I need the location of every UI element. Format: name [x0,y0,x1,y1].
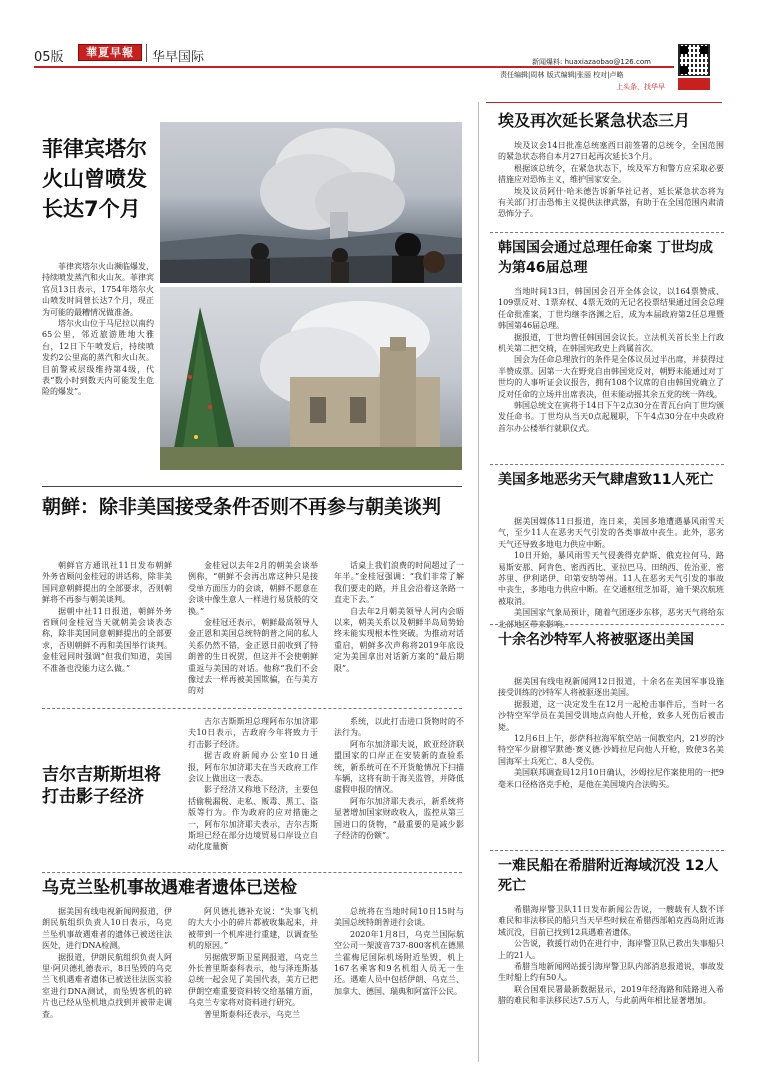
kyrgyz-paragraph: 阿布尔加济耶夫说，欧亚经济联盟国家的口岸正在安装新的查验系统，新系统可在不开货舱情况下扫描车辆，这将有助于海关监管，并降低虚假申报的情况。 [334,739,464,795]
greece-paragraph: 希腊海岸警卫队11日发布新闻公告说，一艘载有人数不详难民和非法移民的船只当天早些时候在希腊西部帕克西岛附近海域沉没，目前已找到12具遇难者遗体。 [498,905,724,937]
section-name: 华早国际 [152,50,205,65]
slogan: 上头条，找华早 [616,83,665,91]
usweather-body [498,516,724,630]
korea-paragraph: 据朝中社11日报道，朝鲜外务省顾问金桂冠当天就朝美会谈表态称，除非美国同意朝鲜提出的全部要求，否则朝鲜不再和美国举行谈判。金桂冠同时强调“但我们知道，美国不准备也没能力这么做。” [42,606,172,673]
kyrgyz-paragraph: 吉尔吉斯斯坦总理阿布尔加济耶夫10日表示，吉政府今年将致力于打击影子经济。 [188,717,318,749]
skorea-paragraph: 韩国总统文在寅将于14日下午2点30分在青瓦台向丁世均颁发任命书。丁世均从当天0点起履职，下午4点30分在中央政府首尔办公楼举行就职仪式。 [498,401,724,433]
ukraine-paragraph: 阿贝德扎德补充说：“失事飞机的大大小小的碎片都被收集起来，并被带到一个机库进行重建，以调查坠机的原因。” [188,907,318,951]
ukraine-col-3 [334,906,464,997]
korea-paragraph: 金桂冠还表示，朝鲜最高领导人金正恩和美国总统特朗普之间的私人关系仍然不错，金正恩日前收到了特朗普的生日祝贺，但这并不会使朝鲜重返与美国的对话。他称“我们不会像过去一样再被美国欺骗，在与美方的对 [188,618,318,696]
column-divider [478,102,479,1062]
ukraine-paragraph: 总统将在当地时间10日15时与美国总统特朗普进行会谈。 [334,907,464,928]
page-number: 05版 [34,50,64,65]
egypt-paragraph: 埃及议会14日批准总统塞西日前签署的总统令，全国范围的紧急状态将自本月27日起再次延长3个月。 [498,141,724,162]
section-divider [490,232,724,233]
korea-paragraph: 话桌上我们浪费的时间超过了一年半。”金桂冠强调：“我们非常了解我们要走的路，并且会沿着这条路一直走下去。” [334,561,464,605]
kyrgyz-paragraph: 据吉政府新闻办公室10日通报，阿布尔加济耶夫在当天政府工作会议上做出这一表态。 [188,751,318,784]
egypt-headline: 埃及再次延长紧急状态三月 [498,111,691,130]
section-divider [490,464,724,465]
saudi-paragraph: 12月6日上午，彭萨科拉海军航空站一间教室内，21岁的沙特空军少尉穆罕默德·赛义德·沙姆拉尼向他人开枪，致使3名美国海军士兵死亡、8人受伤。 [498,734,724,766]
usweather-paragraph: 10日开始，暴风雨雪天气侵袭得克萨斯、俄克拉何马、路易斯安那、阿肯色、密西西比、亚拉巴马、田纳西、佐治亚、密苏里、伊利诺伊、印第安纳等州。11人在恶劣天气引发的事故中丧生，多地电力供应中断。在交通枢纽芝加哥，逾千架次航班被取消。 [498,551,724,606]
section-divider [42,872,462,873]
church-illustration [160,287,462,470]
greece-paragraph: 希腊当地新闻网站援引海岸警卫队内部消息报道说，事故发生时船上约有50人。 [498,962,724,983]
greece-paragraph: 公告说，救援行动仍在进行中，海岸警卫队已救出失事船只上的21人。 [498,939,724,960]
korea-headline: 朝鲜：除非美国接受条件否则不再参与朝美谈判 [42,496,442,518]
saudi-paragraph: 据美国有线电视新闻网12日报道，十余名在美国军事设施接受训练的沙特军人将被驱逐出美国。 [498,677,724,698]
ukraine-paragraph: 普里斯泰科还表示，乌克兰 [204,1009,300,1019]
eruption-illustration [160,122,462,283]
volcano-body [42,261,154,398]
section-divider [490,624,724,625]
section-divider [490,850,724,851]
kyrgyz-paragraph: 系统，以此打击进口货物时的不法行为。 [334,717,464,738]
ukraine-paragraph: 另据俄罗斯卫星网报道，乌克兰外长普里斯泰科表示，他与泽连斯基总统一起会见了美国代表，美方已把伊朗空难重要资料转交给基辅方面，乌克兰专家将对资料进行研究。 [188,952,318,1008]
skorea-paragraph: 国会为任命总理放行的条件是全体议员过半出席，并获得过半赞成票。因第一大在野党自由韩国党反对，朝野未能通过对丁世均的人事听证会议报告，拥有108个议席的自由韩国党确立了反对任命的立场并出席表决，但未能动摇其余五党的统一阵线。 [498,355,724,399]
qr-caption [678,78,710,90]
kyrgyz-paragraph: 阿布尔加济耶夫表示，新系统将显著增加国家财政收入，监控从第三国进口的货物，“最重要的是减少影子经济的份额”。 [334,796,464,841]
ukraine-paragraph: 据美国有线电视新闻网报道，伊朗民航组织负责人10日表示，乌克兰坠机事故遇难者的遗体已被送往法医处，进行DNA检测。 [42,907,172,951]
saudi-body [498,676,724,790]
skorea-headline: 韩国国会通过总理任命案 丁世均成为第46届总理 [498,240,713,276]
kyrgyz-headline: 吉尔吉斯斯坦将打击影子经济 [42,765,161,807]
kyrgyz-col-2 [334,716,464,841]
usweather-headline: 美国多地恶劣天气肆虐致11人死亡 [498,472,714,488]
skorea-paragraph: 据报道，丁世均曾任韩国国会议长。立法机关首长坐上行政机关第二把交椅，在韩国宪政史上尚属首次。 [498,332,724,354]
saudi-headline: 十余名沙特军人将被驱逐出美国 [498,632,694,648]
greece-body [498,904,724,1007]
newspaper-logo: 華夏早報 [78,44,142,61]
egypt-paragraph: 根据该总统令，在紧急状态下，埃及军方和警方应采取必要措施应对恐怖主义，维护国家安全。 [498,163,724,185]
church-eruption-photo [160,287,462,470]
ukraine-col-2 [188,906,318,1020]
usweather-paragraph: 据美国媒体11日报道，连日来，美国多地遭遇暴风雨雪天气，至少11人在恶劣天气引发的各类事故中丧生。此外，恶劣天气还导致多地电力供应中断。 [498,517,724,549]
section-divider [42,486,462,487]
volcano-paragraph: 塔尔火山位于马尼拉以南约65公里，邻近旅游胜地大雅台，12日下午喷发后，持续喷发约2公里高的蒸汽和火山灰。目前警戒层级维持第4级，代表“数小时到数天内可能发生危险的爆发”。 [42,319,154,397]
saudi-paragraph: 据报道，这一决定发生在12月一起枪击事件后，当时一名沙特空军学员在美国受训地点向他人开枪，致多人死伤后被击毙。 [498,699,724,732]
qr-code-pattern [680,46,708,74]
right-column-rule [486,102,722,103]
volcano-eruption-photo [160,122,462,283]
saudi-paragraph: 美国联邦调查局12月10日确认，沙姆拉尼作案使用的一把9毫米口径格洛克手枪，是他在美国境内合法购买。 [498,768,724,789]
korea-paragraph: 金桂冠以去年2月的朝美会谈举例称，“朝鲜不会再出席这种只是接受单方面压力的会谈，朝鲜不愿意在会谈中像生意人一样进行易货般的交换。” [188,561,318,616]
editors-line: 责任编辑|周林 版式编辑|张丽 校对|卢略 [500,71,624,79]
korea-col-1 [42,560,172,674]
korea-paragraph: 自去年2月朝美领导人河内会晤以来，朝美关系以及朝鲜半岛局势始终未能实现根本性突破。为推动对话重启，朝鲜多次声称将2019年底设定为美国拿出对话新方案的“最后期限”。 [334,606,464,673]
greece-headline: 一难民船在希腊附近海域沉没 12人死亡 [498,858,719,894]
volcano-paragraph: 菲律宾塔尔火山濒临爆发，持续喷发蒸汽和火山灰。菲律宾官员13日表示，1754年塔尔火山喷发时间曾长达7个月，现正为可能的最糟情况做准备。 [42,262,154,317]
kyrgyz-paragraph: 影子经济又称地下经济，主要包括偷税漏税、走私、贩毒、黑工、盗版等行为。作为政府的应对措施之一，阿布尔加济耶夫表示，吉尔吉斯斯坦已经在部分边境贸易口岸设立自动化度量衡 [188,785,318,852]
volcano-headline: 菲律宾塔尔火山曾喷发长达7个月 [42,137,147,221]
korea-paragraph: 朝鲜官方通讯社11日发布朝鲜外务省顾问金桂冠的讲话称，除非美国同意朝鲜提出的全部要求，否则朝鲜将不再参与朝美谈判。 [42,561,172,605]
egypt-body [498,140,724,220]
ukraine-headline: 乌克兰坠机事故遇难者遗体已送检 [42,878,297,898]
ukraine-paragraph: 2020年1月8日，乌克兰国际航空公司一架波音737-800客机在德黑兰霍梅尼国际机场附近坠毁，机上167名乘客和9名机组人员无一生还。遇难人员中包括伊朗、乌克兰、加拿大、德国、瑞典和阿富汗公民。 [334,929,464,996]
header-divider [146,44,147,62]
ukraine-col-1 [42,906,172,1020]
contact-line: 新闻爆料: huaxiazaobao@126.com [532,58,651,66]
skorea-paragraph: 当地时间13日，韩国国会召开全体会议，以164票赞成、109票反对、1票弃权、4票无效的无记名投票结果通过国会总理任命批准案，丁世均继李洛渊之后，成为本届政府第2任总理暨韩国第46届总理。 [498,287,724,331]
korea-col-3 [334,560,464,674]
header-rule [34,66,674,68]
ukraine-paragraph: 据报道，伊朗民航组织负责人阿里·阿贝德扎德表示，8日坠毁的乌克兰飞机遇难者遗体已被送往法医实验室进行DNA测试，而坠毁客机的碎片也已经从坠机地点找到并被带走调查。 [42,952,172,1019]
egypt-paragraph: 埃及议员阿什·哈米德告诉新华社记者，延长紧急状态将为有关部门打击恐怖主义提供法律武器，有助于在全国范围内肃清恐怖分子。 [498,186,724,219]
korea-col-2 [188,560,318,697]
usweather-paragraph: 美国国家气象局预计，随着气团逐步东移，恶劣天气将给东北部地区带来影响。 [498,608,724,629]
greece-paragraph: 联合国难民署最新数据显示，2019年经海路和陆路进入希腊的难民和非法移民达7.5万人，与此前两年相比显著增加。 [498,984,724,1006]
skorea-body [498,286,724,434]
kyrgyz-col-1 [188,716,318,853]
section-divider [42,708,462,709]
